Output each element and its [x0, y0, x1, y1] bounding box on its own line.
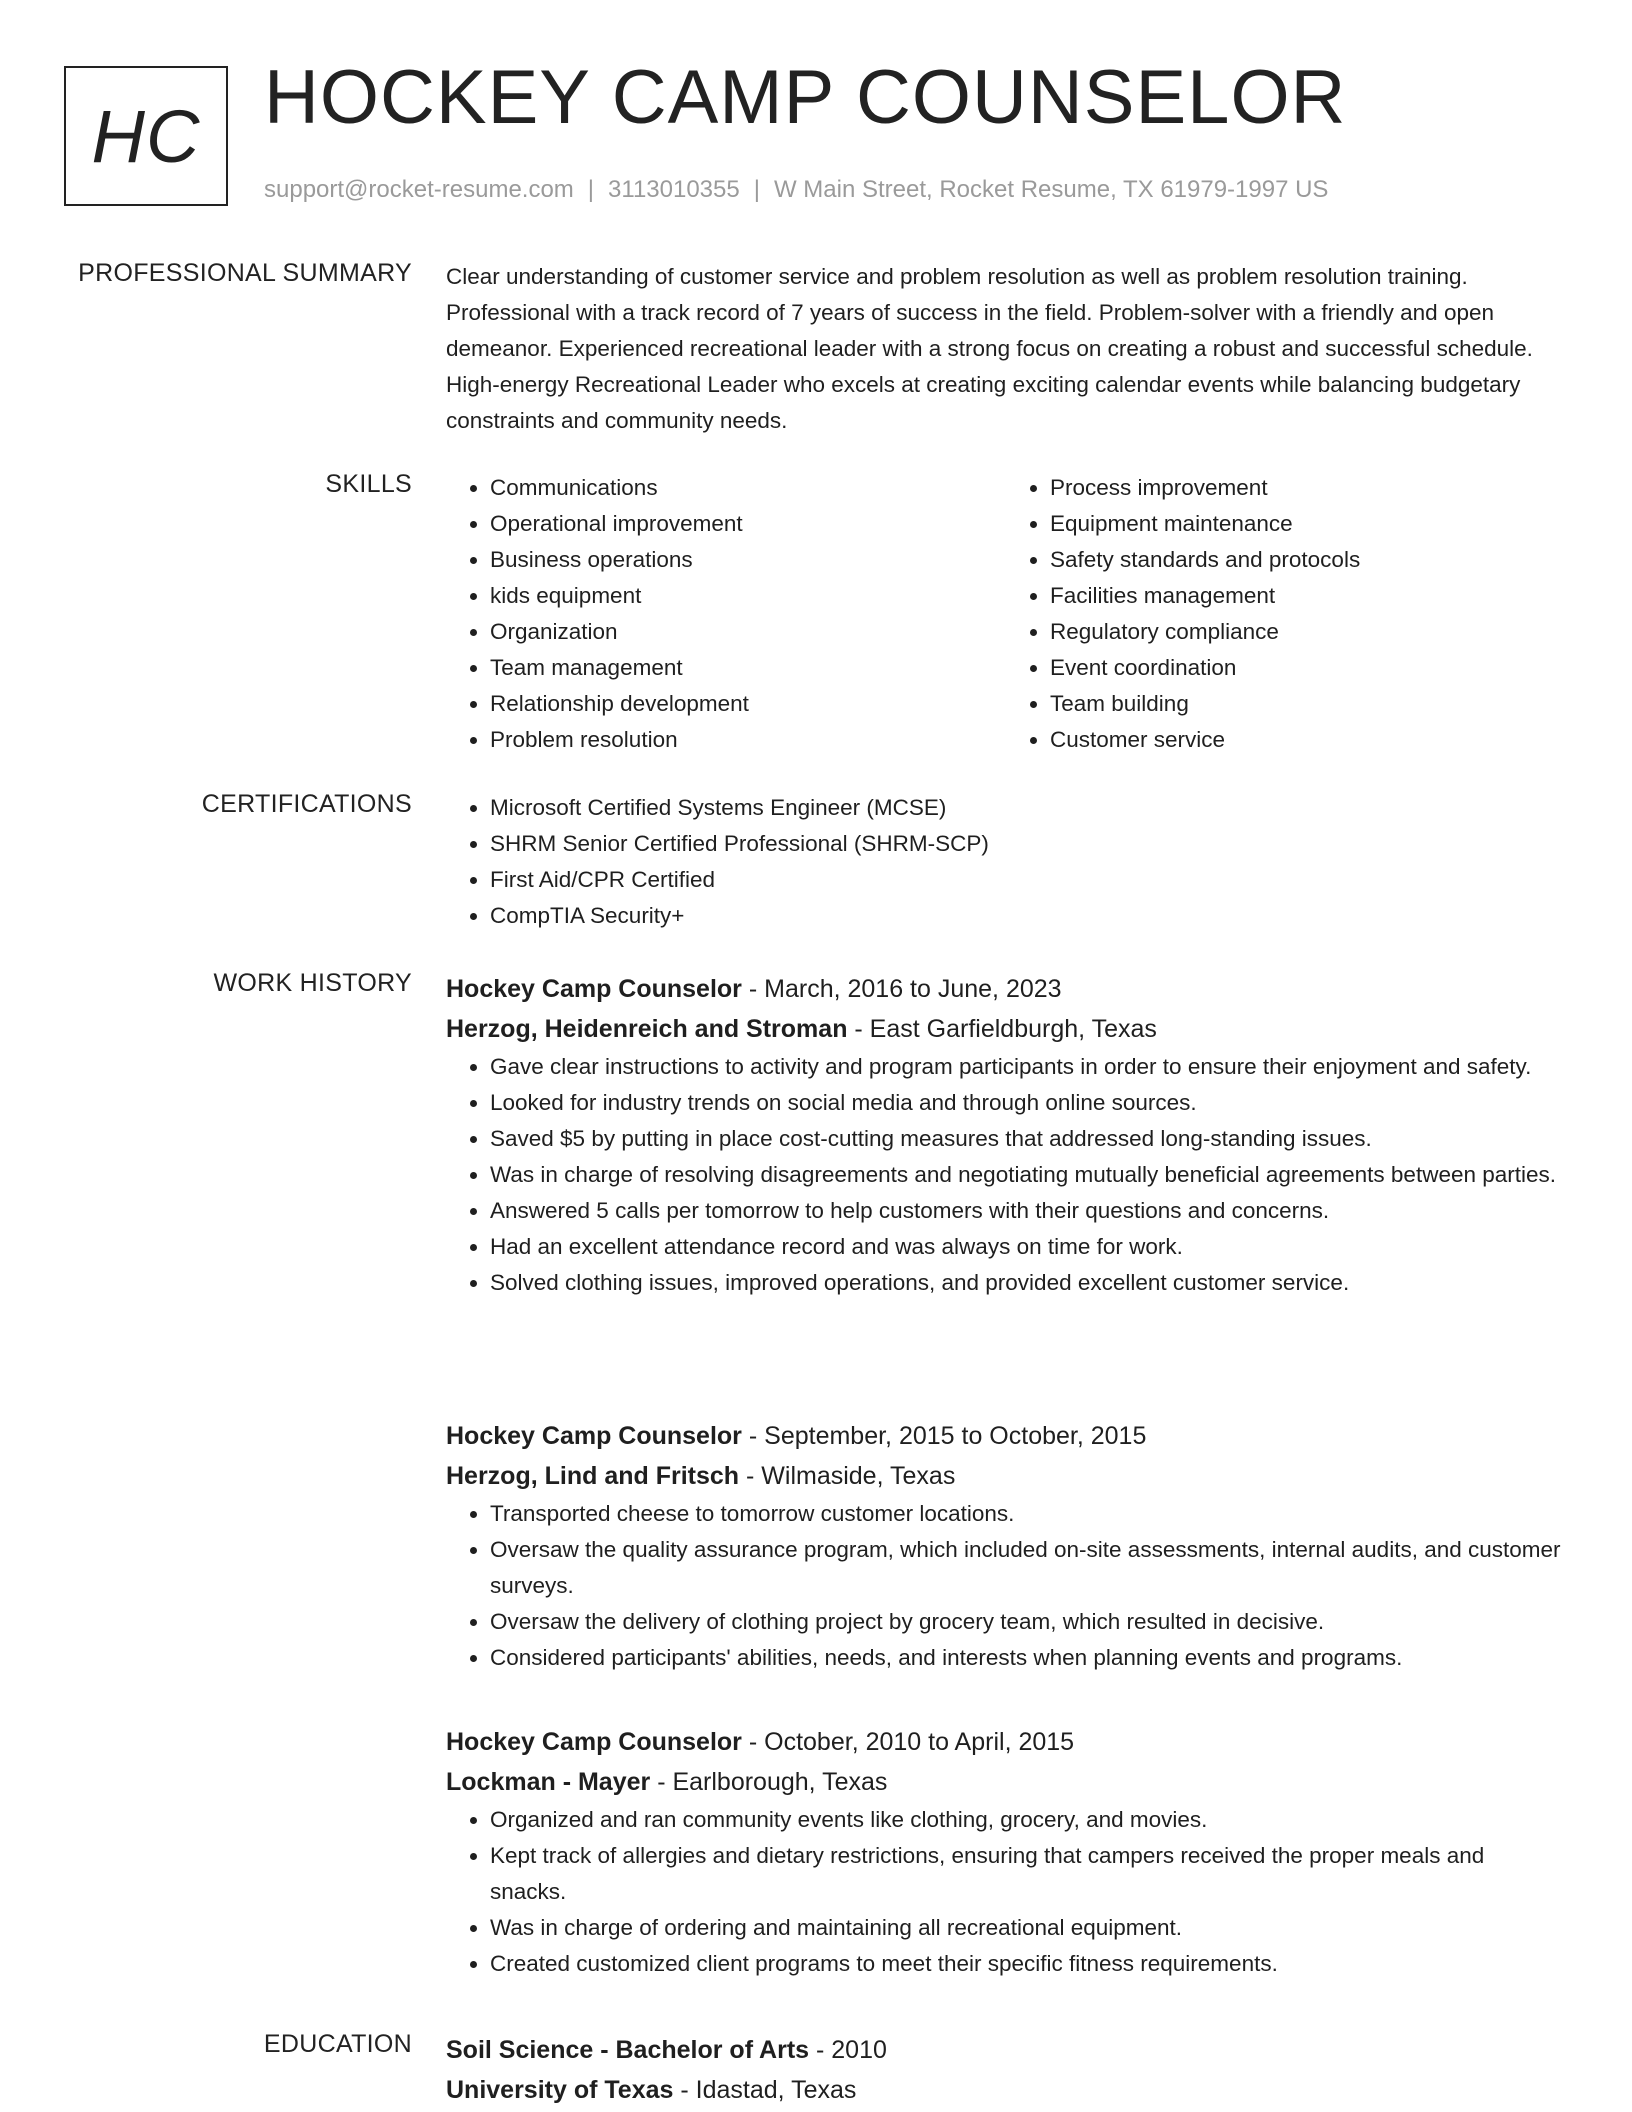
job-bullet: • Answered 5 calls per tomorrow to help customers with their questions and concerns.	[490, 1193, 1566, 1229]
job-bullet: • Created customized client programs to meet their specific fitness requirements.	[490, 1946, 1566, 1982]
job-company-line	[446, 1762, 1566, 1802]
skill-item: • Customer service	[1050, 722, 1566, 758]
contact-address: W Main Street, Rocket Resume, TX 61979-1997 US	[773, 176, 1329, 203]
summary-text: Clear understanding of customer service and problem resolution as well as problem resolution training. Professional with a track record of 7 years of success in the field. Problem-solver with a friendly and open demeanor. Experienced recreational leader with a strong focus on creating a robust and successful schedule. High-energy Recreational Leader who excels at creating exciting calendar events while balancing budgetary constraints and community needs.	[446, 264, 1533, 433]
job-bullet: • Gave clear instructions to activity and program participants in order to ensure their enjoyment and safety.	[490, 1049, 1566, 1085]
job-title: Hockey Camp Counselor	[446, 1422, 742, 1450]
skill-item: • Communications	[490, 470, 1006, 506]
job-title: Hockey Camp Counselor	[446, 975, 742, 1003]
job-bullet: • Saved $5 by putting in place cost-cutting measures that addressed long-standing issues.	[490, 1121, 1566, 1157]
education-location: - Idastad, Texas	[673, 2076, 857, 2104]
education-year: - 2010	[809, 2036, 887, 2064]
contact-line	[264, 176, 1328, 204]
education-degree: Soil Science - Bachelor of Arts	[446, 2036, 810, 2064]
education-degree-line	[446, 2030, 1566, 2070]
job-location: - Wilmaside, Texas	[739, 1462, 956, 1490]
job-dates: - September, 2015 to October, 2015	[741, 1422, 1147, 1450]
skill-item: • Problem resolution	[490, 722, 1006, 758]
job-location: - Earlborough, Texas	[650, 1768, 888, 1796]
summary-body	[446, 259, 1566, 439]
job-bullets	[446, 1049, 1566, 1301]
job-bullets	[446, 1496, 1566, 1676]
job-entry	[446, 969, 1566, 1301]
education-body	[446, 2030, 1566, 2110]
contact-separator: |	[753, 176, 760, 203]
job-title-line	[446, 969, 1566, 1009]
summary-heading: PROFESSIONAL SUMMARY	[78, 259, 412, 287]
job-bullet: • Was in charge of ordering and maintaining all recreational equipment.	[490, 1910, 1566, 1946]
contact-separator: |	[587, 176, 595, 203]
skills-list-left	[446, 470, 1006, 758]
skill-item: • Regulatory compliance	[1050, 614, 1566, 650]
certification-item: • First Aid/CPR Certified	[490, 862, 1566, 898]
skill-item: • Relationship development	[490, 686, 1006, 722]
certifications-list	[446, 790, 1566, 934]
certification-item: • Microsoft Certified Systems Engineer (MCSE)	[490, 790, 1566, 826]
work-history-heading: WORK HISTORY	[213, 969, 412, 997]
job-title: Hockey Camp Counselor	[446, 1728, 742, 1756]
job-bullets	[446, 1802, 1566, 1982]
job-bullet: • Organized and ran community events like clothing, grocery, and movies.	[490, 1802, 1566, 1838]
job-location: - East Garfieldburgh, Texas	[847, 1015, 1157, 1043]
job-bullet: • Oversaw the quality assurance program, which included on-site assessments, internal audits, and customer surveys.	[490, 1532, 1566, 1604]
skills-body	[446, 470, 1566, 758]
education-heading: EDUCATION	[263, 2030, 412, 2058]
certification-item: • CompTIA Security+	[490, 898, 1566, 934]
job-bullet: • Was in charge of resolving disagreements and negotiating mutually beneficial agreements between parties.	[490, 1157, 1566, 1193]
job-title-line	[446, 1416, 1566, 1456]
job-entry	[446, 1416, 1566, 1676]
job-company: Lockman - Mayer	[446, 1768, 651, 1796]
page-title: HOCKEY CAMP COUNSELOR	[264, 55, 1347, 140]
skill-item: • Business operations	[490, 542, 1006, 578]
job-company-line	[446, 1456, 1566, 1496]
skill-item: • Organization	[490, 614, 1006, 650]
skill-item: • Operational improvement	[490, 506, 1006, 542]
certifications-body	[446, 790, 1566, 934]
monogram-badge: HC	[64, 66, 228, 206]
certification-item: • SHRM Senior Certified Professional (SHRM-SCP)	[490, 826, 1566, 862]
job-bullet: • Looked for industry trends on social media and through online sources.	[490, 1085, 1566, 1121]
job-bullet: • Had an excellent attendance record and was always on time for work.	[490, 1229, 1566, 1265]
contact-email: support@rocket-resume.com	[264, 176, 574, 203]
job-title-line	[446, 1722, 1566, 1762]
job-company-line	[446, 1009, 1566, 1049]
skills-heading: SKILLS	[325, 470, 412, 498]
job-dates: - October, 2010 to April, 2015	[741, 1728, 1075, 1756]
job-bullet: • Transported cheese to tomorrow customer locations.	[490, 1496, 1566, 1532]
skill-item: • Event coordination	[1050, 650, 1566, 686]
job-bullet: • Kept track of allergies and dietary restrictions, ensuring that campers received the proper meals and snacks.	[490, 1838, 1566, 1910]
job-bullet: • Considered participants' abilities, needs, and interests when planning events and programs.	[490, 1640, 1566, 1676]
job-company: Herzog, Heidenreich and Stroman	[446, 1015, 848, 1043]
skill-item: • Facilities management	[1050, 578, 1566, 614]
skill-item: • Team management	[490, 650, 1006, 686]
job-bullet: • Oversaw the delivery of clothing project by grocery team, which resulted in decisive.	[490, 1604, 1566, 1640]
skill-item: • Safety standards and protocols	[1050, 542, 1566, 578]
education-school: University of Texas	[446, 2076, 674, 2104]
contact-phone: 3113010355	[608, 176, 740, 203]
certifications-heading: CERTIFICATIONS	[201, 790, 412, 818]
education-school-line	[446, 2070, 1566, 2110]
skills-list-right	[1006, 470, 1566, 758]
job-bullet: • Solved clothing issues, improved operations, and provided excellent customer service.	[490, 1265, 1566, 1301]
skill-item: • Equipment maintenance	[1050, 506, 1566, 542]
skill-item: • kids equipment	[490, 578, 1006, 614]
skill-item: • Process improvement	[1050, 470, 1566, 506]
job-company: Herzog, Lind and Fritsch	[446, 1462, 740, 1490]
job-entry	[446, 1722, 1566, 1982]
job-dates: - March, 2016 to June, 2023	[741, 975, 1062, 1003]
skill-item: • Team building	[1050, 686, 1566, 722]
